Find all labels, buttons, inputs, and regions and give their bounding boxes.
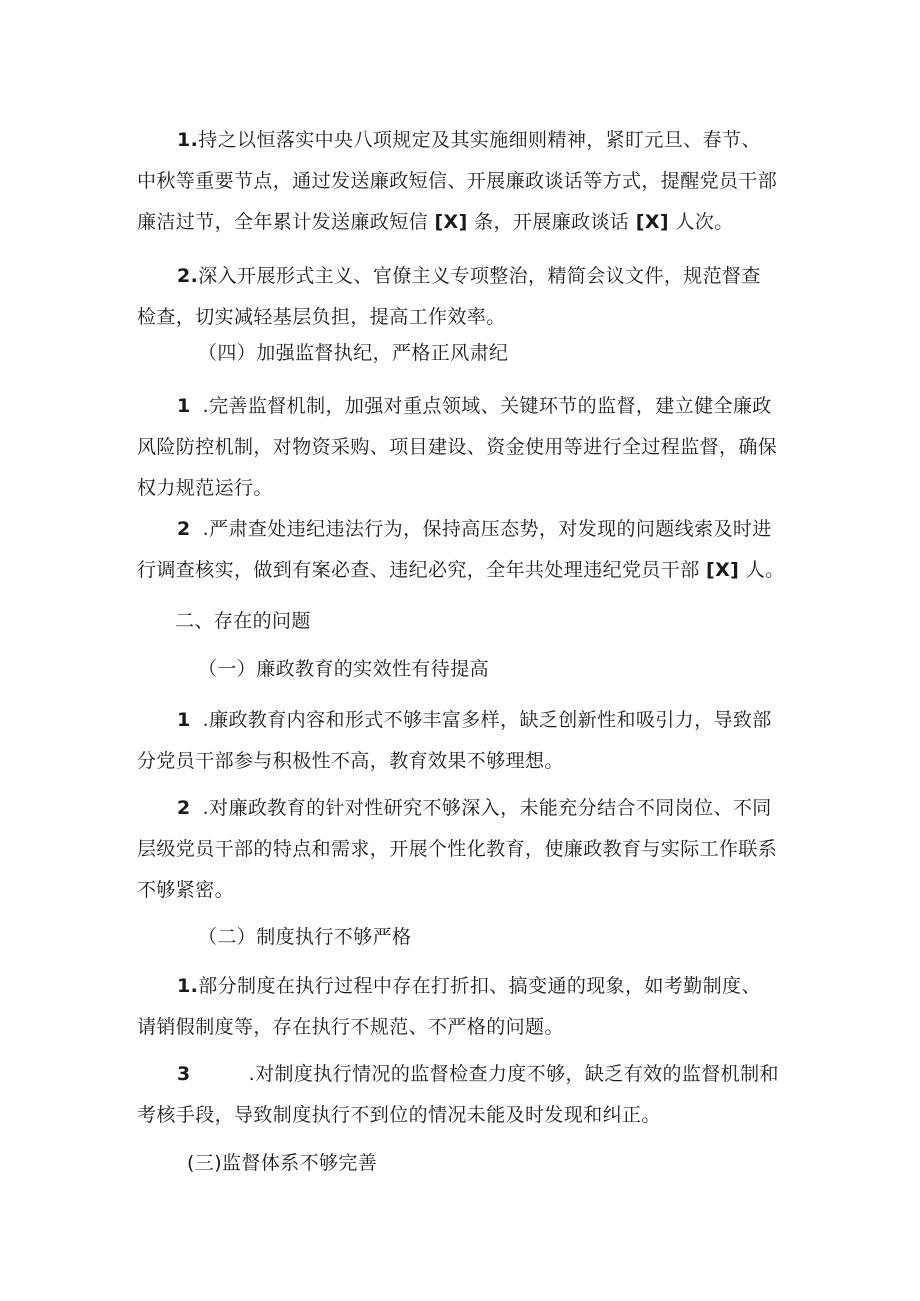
paragraph-first-line <box>137 386 791 427</box>
item-number: 1. <box>177 129 199 151</box>
paragraph-text: 风险防控机制，对物资采购、项目建设、资金使用等进行全过程监督，确保权力规范运行。 <box>137 436 778 499</box>
paragraph-text: 持之以恒落实中央八项规定及其实施细则精神，紧盯元旦、春节、 <box>198 129 761 151</box>
paragraph-text: 人次。 <box>668 211 734 233</box>
paragraph-text: .对制度执行情况的监督检查力度不够，缺乏有效的监督机制和 <box>248 1063 779 1085</box>
paragraph-text: 人。 <box>739 559 785 581</box>
item-number: 1 <box>177 709 191 731</box>
placeholder-value: [X] <box>706 559 740 581</box>
paragraph-text: 行调查核实，做到有案必查、违纪必究，全年共处理违纪党员干部 <box>137 559 707 581</box>
paragraph-text: 深入开展形式主义、官僚主义专项整治，精简会议文件，规范督查 <box>198 265 761 287</box>
paragraph-2 <box>137 256 791 338</box>
paragraph-text: 条，开展廉政谈话 <box>467 211 636 233</box>
paragraph-text: 分党员干部参与积极性不高，教育效果不够理想。 <box>137 750 564 772</box>
paragraph-text: 检查，切实减轻基层负担，提高工作效率。 <box>137 306 506 328</box>
section-heading: （四）加强监督执纪，严格正风肃纪 <box>198 342 509 364</box>
item-number: 1 <box>177 395 191 417</box>
paragraph-text: .严肃查处违纪违法行为，保持高压态势，对发现的问题线索及时进 <box>202 518 772 540</box>
paragraph-3 <box>137 386 791 509</box>
paragraph-6 <box>137 788 791 911</box>
paragraph-first-line <box>137 966 791 1007</box>
section-heading: （一）廉政教育的实效性有待提高 <box>198 658 490 680</box>
paragraph-text: .完善监督机制，加强对重点领域、关键环节的监督，建立健全廉政 <box>202 395 772 417</box>
paragraph-text: 请销假制度等，存在执行不规范、不严格的问题。 <box>137 1016 564 1038</box>
paragraph-first-line <box>137 788 791 829</box>
paragraph-7 <box>137 966 791 1048</box>
paragraph-text: 部分制度在执行过程中存在打折扣、搞变通的现象，如考勤制度、 <box>198 975 761 997</box>
paragraph-5 <box>137 700 791 782</box>
paragraph-text: .对廉政教育的针对性研究不够深入，未能充分结合不同岗位、不同 <box>202 797 772 819</box>
paragraph-text: 考核手段，导致制度执行不到位的情况未能及时发现和纠正。 <box>137 1104 661 1126</box>
section-heading: (三)监督体系不够完善 <box>187 1152 378 1174</box>
section-heading: （二）制度执行不够严格 <box>198 926 412 948</box>
item-number: 2 <box>177 797 191 819</box>
item-number: 1. <box>177 975 199 997</box>
paragraph-first-line <box>137 700 791 741</box>
paragraph-first-line <box>137 509 791 550</box>
placeholder-value: [X] <box>635 211 669 233</box>
chapter-heading: 二、存在的问题 <box>175 610 311 632</box>
paragraph-8 <box>137 1054 791 1136</box>
paragraph-first-line <box>137 256 791 297</box>
paragraph-first-line <box>137 1054 791 1095</box>
paragraph-text: 层级党员干部的特点和需求，开展个性化教育，使廉政教育与实际工作联系不够紧密。 <box>137 838 778 901</box>
paragraph-4 <box>137 509 791 591</box>
paragraph-text: .廉政教育内容和形式不够丰富多样，缺乏创新性和吸引力，导致部 <box>202 709 772 731</box>
placeholder-value: [X] <box>434 211 468 233</box>
paragraph-first-line <box>137 120 791 161</box>
item-number: 2 <box>177 518 191 540</box>
paragraph-text: 中秋等重要节点，通过发送廉政短信、开展廉政谈话等方式，提醒党员干部廉洁过节，全年累计发送廉政短信 <box>137 170 778 233</box>
item-number: 3 <box>177 1063 191 1085</box>
item-number: 2. <box>177 265 199 287</box>
paragraph-1 <box>137 120 791 243</box>
